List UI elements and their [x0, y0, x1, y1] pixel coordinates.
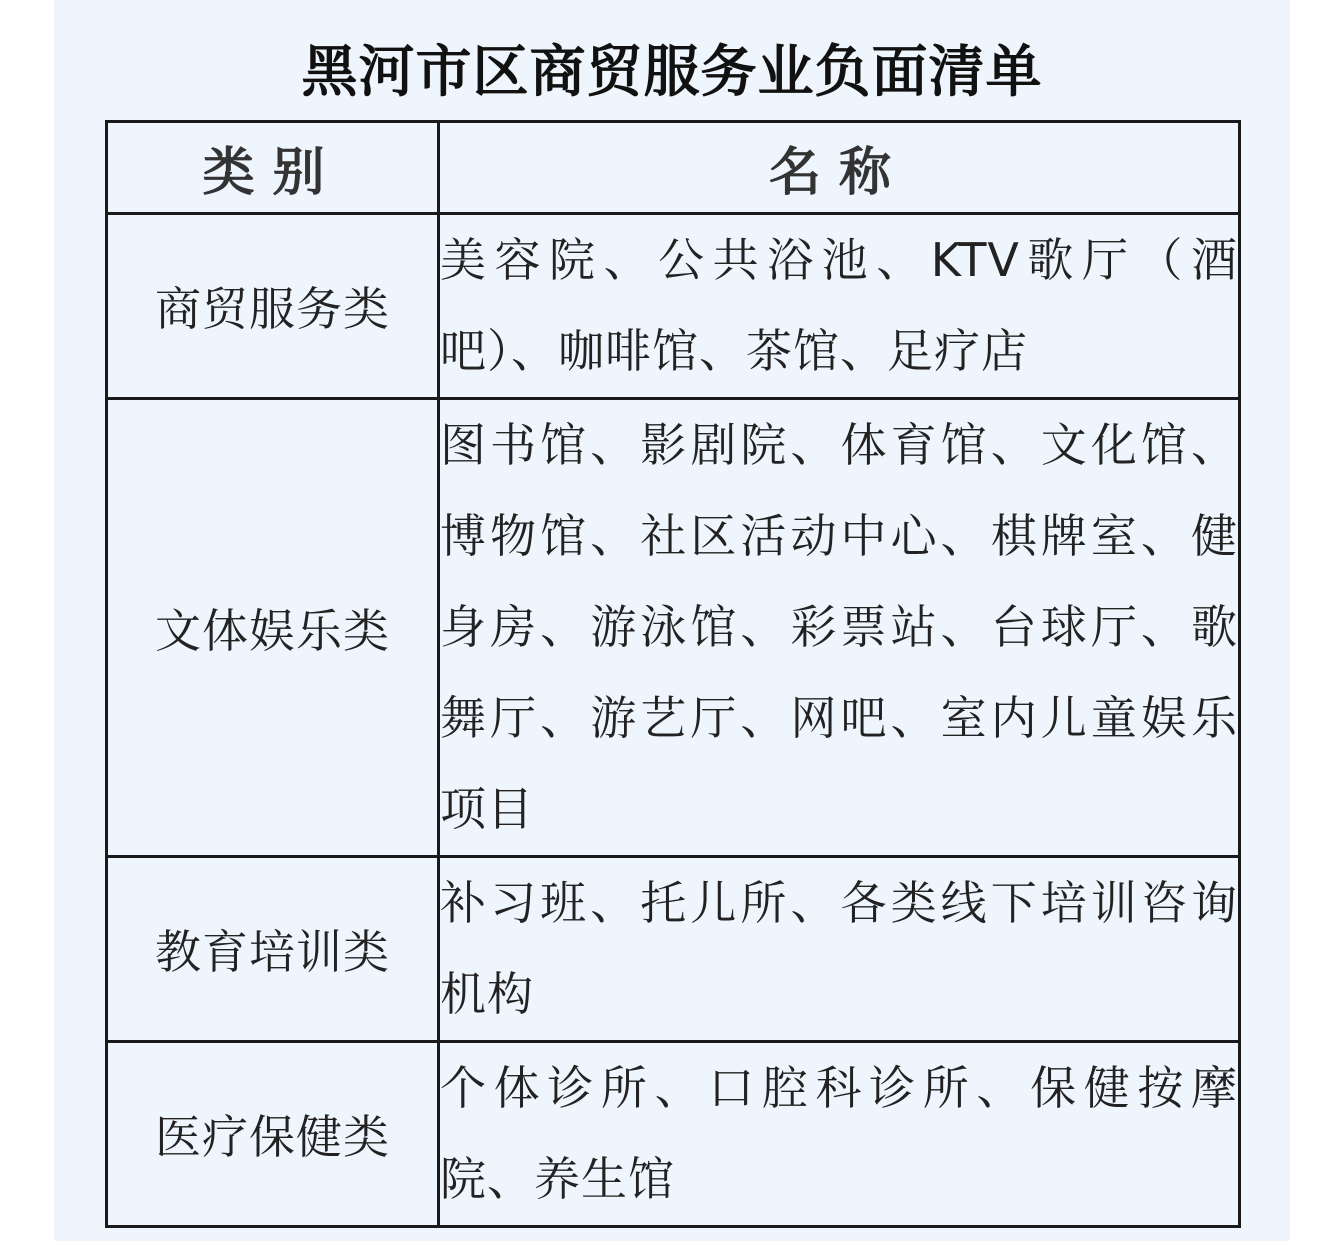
- header-names: 名称: [439, 122, 1240, 214]
- category-cell: 文体娱乐类: [107, 399, 439, 857]
- table-row: [107, 1042, 1240, 1227]
- names-cell: 美容院、公共浴池、KTV歌厅（酒吧）、咖啡馆、茶馆、足疗店: [439, 214, 1240, 399]
- table-header-row: [107, 122, 1240, 214]
- names-cell: 补习班、托儿所、各类线下培训咨询机构: [439, 857, 1240, 1042]
- category-cell: 医疗保健类: [107, 1042, 439, 1227]
- header-category: 类别: [107, 122, 439, 214]
- category-cell: 教育培训类: [107, 857, 439, 1042]
- table-row: [107, 214, 1240, 399]
- names-cell: 个体诊所、口腔科诊所、保健按摩院、养生馆: [439, 1042, 1240, 1227]
- names-cell: 图书馆、影剧院、体育馆、文化馆、博物馆、社区活动中心、棋牌室、健身房、游泳馆、彩票站、台球厅、歌舞厅、游艺厅、网吧、室内儿童娱乐项目: [439, 399, 1240, 857]
- table-row: [107, 857, 1240, 1042]
- negative-list-table: [105, 120, 1241, 1228]
- table-row: [107, 399, 1240, 857]
- category-cell: 商贸服务类: [107, 214, 439, 399]
- page-title: 黑河市区商贸服务业负面清单: [301, 40, 1043, 105]
